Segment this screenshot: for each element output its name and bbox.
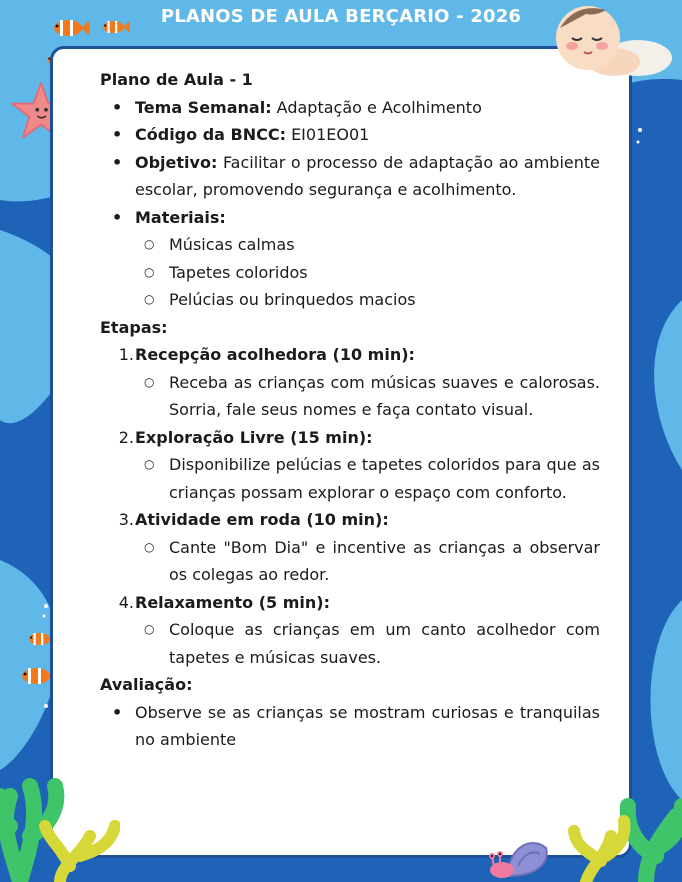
etapa-title: Exploração Livre (15 min): (135, 427, 373, 447)
lesson-plan (100, 66, 600, 754)
circle-bullet-icon: ○ (144, 237, 155, 251)
field-materiais (100, 204, 600, 232)
bullet-icon: • (112, 207, 123, 227)
field-value: Facilitar o processo de adaptação ao ambiente escolar, promovendo segurança e acolhimento. (135, 152, 600, 199)
field-objetivo (100, 149, 600, 204)
circle-bullet-icon: ○ (144, 292, 155, 306)
etapa-title: Atividade em roda (10 min): (135, 510, 389, 529)
clownfish-icon (100, 18, 130, 36)
etapa-title: Recepção acolhedora (10 min): (135, 345, 415, 364)
material-item: ○ Músicas calmas (100, 231, 600, 259)
field-label: Objetivo: (135, 152, 218, 172)
bullet-icon: • (112, 702, 123, 722)
material-item: ○ Pelúcias ou brinquedos macios (100, 286, 600, 314)
coral-icon (566, 776, 682, 882)
field-value: EI01EO01 (285, 125, 370, 144)
field-value: Adaptação e Acolhimento (271, 97, 482, 117)
circle-bullet-icon: ○ (144, 264, 155, 279)
plan-heading: Plano de Aula - 1 (100, 70, 253, 89)
etapa-desc: ○ Receba as crianças com músicas suaves e calorosas. Sorria, fale seus nomes e faça contato visual. (100, 369, 600, 424)
avaliacao-item: • Observe se as crianças se mostram curiosas e tranquilas no ambiente (100, 699, 600, 754)
etapa-desc: ○ Disponibilize pelúcias e tapetes coloridos para que as crianças possam explorar o espaço com conforto. (100, 451, 600, 506)
etapa-item: 4. Relaxamento (5 min): (118, 592, 330, 612)
etapas-heading: Etapas: (100, 317, 168, 337)
bullet-icon: • (112, 97, 123, 117)
field-tema (100, 94, 600, 122)
circle-bullet-icon: ○ (144, 457, 155, 471)
field-bncc (100, 121, 600, 149)
field-label: Código da BNCC: (135, 125, 286, 144)
bullet-icon: • (112, 152, 123, 172)
etapa-item: 2. Exploração Livre (15 min): (118, 427, 373, 447)
circle-bullet-icon: ○ (144, 622, 155, 636)
etapa-item: 1. Recepção acolhedora (10 min): (118, 345, 415, 364)
hermit-crab-icon (478, 826, 550, 882)
etapa-title: Relaxamento (5 min): (135, 592, 330, 612)
etapa-desc: ○ Cante "Bom Dia" e incentive as crianças a observar os colegas ao redor. (100, 534, 600, 589)
avaliacao-heading: Avaliação: (100, 675, 193, 694)
field-label: Tema Semanal: (135, 97, 272, 117)
bullet-icon: • (112, 125, 123, 144)
page-title: PLANOS DE AULA BERÇARIO - 2026 (160, 6, 522, 27)
material-item: ○ Tapetes coloridos (100, 259, 600, 287)
etapa-desc: ○ Coloque as crianças em um canto acolhedor com tapetes e músicas suaves. (100, 616, 600, 671)
field-label: Materiais: (135, 207, 226, 227)
clownfish-icon (50, 16, 90, 40)
etapa-item: 3. Atividade em roda (10 min): (118, 510, 389, 529)
circle-bullet-icon: ○ (144, 539, 155, 554)
circle-bullet-icon: ○ (144, 374, 155, 389)
coral-icon (0, 756, 120, 882)
